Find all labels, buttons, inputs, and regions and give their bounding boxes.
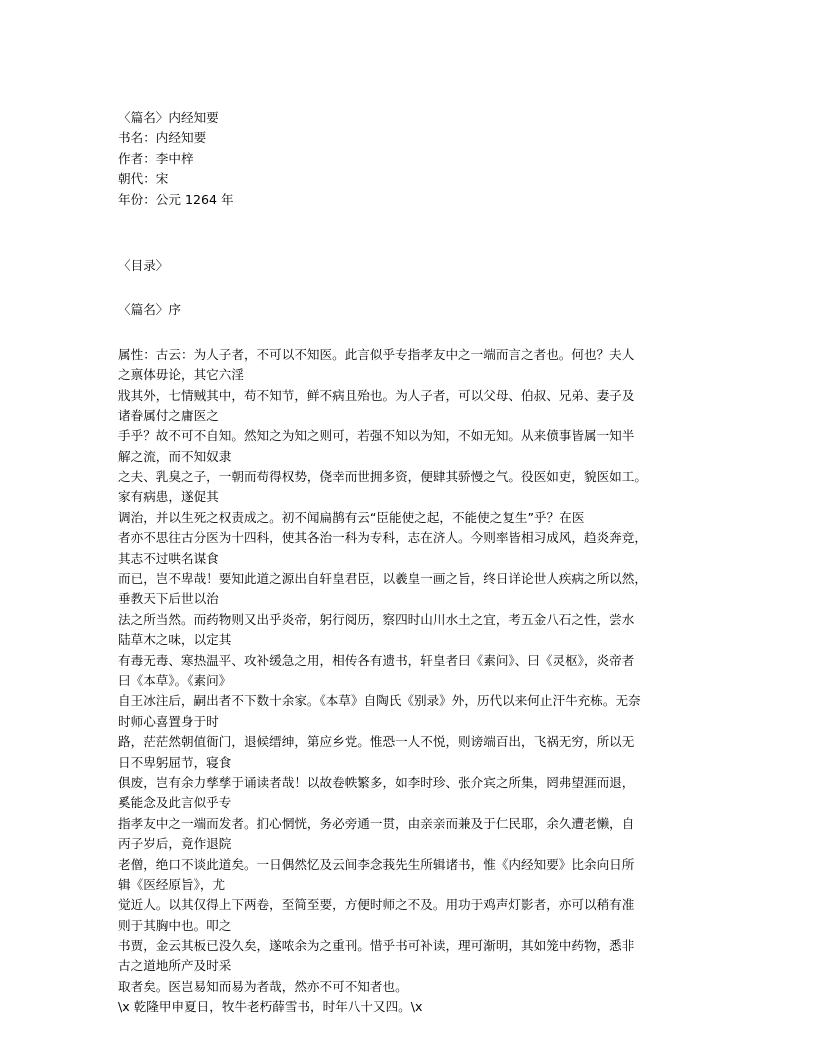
body-line: 其志不过哄名谋食 bbox=[118, 550, 219, 566]
signature: \x 乾隆甲申夏日，牧牛老朽薛雪书，时年八十又四。\x bbox=[118, 999, 423, 1015]
spacer-after-section bbox=[118, 321, 698, 345]
body-line: 丙子岁后，竟作退院 bbox=[118, 836, 232, 852]
body-line: 指孝友中之一端而发者。扪心惘恍，务必旁通一贯，由亲亲而兼及于仁民耶，余久遭老懒，自 bbox=[118, 815, 635, 831]
body-line: 而已，岂不卑哉！要知此道之源出自轩皇君臣，以羲皇一画之旨，终日详论世人疾病之所以然， bbox=[118, 571, 647, 587]
body-line: 手乎？故不可不自知。然知之为知之则可，若强不知以为知，不如无知。从来偾事皆属一知半 bbox=[118, 428, 635, 444]
body-line: 垂教天下后世以治 bbox=[118, 591, 219, 607]
author: 作者：李中梓 bbox=[118, 150, 194, 166]
book-title: 书名：内经知要 bbox=[118, 130, 207, 146]
body-line: 法之所当然。而药物则又出乎炎帝，躬行阅历，察四时山川水土之宜，考五金八石之性，尝水 bbox=[118, 611, 635, 627]
body-line: 陆草木之味，以定其 bbox=[118, 632, 232, 648]
body-line: 奚能念及此言似乎专 bbox=[118, 795, 232, 811]
body-line: 之禀体毋论，其它六淫 bbox=[118, 367, 244, 383]
spacer-after-metadata bbox=[118, 210, 698, 256]
body-line: 路，茫茫然朝值衙门，退候缙绅，第应乡党。惟恐一人不悦，则谤端百出，飞祸无穷，所以无 bbox=[118, 734, 635, 750]
document-body bbox=[118, 108, 698, 1018]
toc-heading: 〈目录〉 bbox=[118, 257, 169, 273]
body-line: 解之流，而不知奴隶 bbox=[118, 448, 232, 464]
body-line: 调治，并以生死之权责成之。初不闻扁鹊有云“臣能使之起，不能使之复生”乎？在医 bbox=[118, 509, 585, 525]
body-line: 曰《本草》。《素问》 bbox=[118, 672, 232, 688]
spacer-after-toc bbox=[118, 276, 698, 300]
body-line: 家有病患，遂促其 bbox=[118, 489, 219, 505]
body-line: 之夫、乳臭之子，一朝而苟得权势，侥幸而世拥多资，便肆其骄慢之气。役医如吏，貌医如工。 bbox=[118, 469, 647, 485]
body-line: 戕其外，七情贼其中，苟不知节，鲜不病且殆也。为人子者，可以父母、伯叔、兄弟、妻子及 bbox=[118, 387, 635, 403]
body-line: 日不卑躬屈节，寝食 bbox=[118, 754, 232, 770]
preface-text bbox=[118, 345, 698, 998]
body-line: 俱废，岂有余力孳孳于诵读者哉！以故卷帙繁多，如李时珍、张介宾之所集，罔弗望涯而退， bbox=[118, 774, 635, 790]
body-line: 则于其胸中也。叩之 bbox=[118, 917, 232, 933]
chapter-tag: 〈篇名〉内经知要 bbox=[118, 110, 219, 125]
metadata-block bbox=[118, 108, 698, 210]
body-line: 辑《医经原旨》，尤 bbox=[118, 876, 226, 892]
body-line: 时师心喜置身于时 bbox=[118, 713, 219, 729]
body-line: 老僧，绝口不谈此道矣。一日偶然忆及云间李念莪先生所辑诸书，惟《内经知要》比余向日所 bbox=[118, 856, 635, 872]
body-line: 书贾，金云其板已没久矣，遂哝余为之重刊。惜乎书可补读，理可渐明，其如笼中药物，悉非 bbox=[118, 938, 635, 954]
section-heading-preface: 〈篇名〉序 bbox=[118, 302, 181, 318]
dynasty: 朝代：宋 bbox=[118, 171, 169, 187]
body-line: 属性：古云：为人子者，不可以不知医。此言似乎专指孝友中之一端而言之者也。何也？夫人 bbox=[118, 346, 635, 362]
body-line: 有毒无毒、寒热温平、攻补缓急之用，相传各有遗书，轩皇者曰《素问》、曰《灵枢》，炎帝者 bbox=[118, 652, 635, 668]
body-line: 取者矣。医岂易知而易为者哉，然亦不可不知者也。 bbox=[118, 978, 408, 994]
body-line: 自王冰注后，嗣出者不下数十余家。《本草》自陶氏《别录》外，历代以来何止汗牛充栋。无奈 bbox=[118, 693, 641, 709]
body-line: 古之道地所产及时采 bbox=[118, 958, 232, 974]
body-line: 觉近人。以其仅得上下两卷，至简至要，方便时师之不及。用功于鸡声灯影者，亦可以稍有准 bbox=[118, 897, 635, 913]
body-line: 者亦不思往古分医为十四科，使其各治一科为专科，志在济人。今则率皆相习成风，趋炎奔竞， bbox=[118, 530, 647, 546]
body-line: 诸眷属付之庸医之 bbox=[118, 407, 219, 423]
year: 年份：公元 1264 年 bbox=[118, 191, 234, 207]
